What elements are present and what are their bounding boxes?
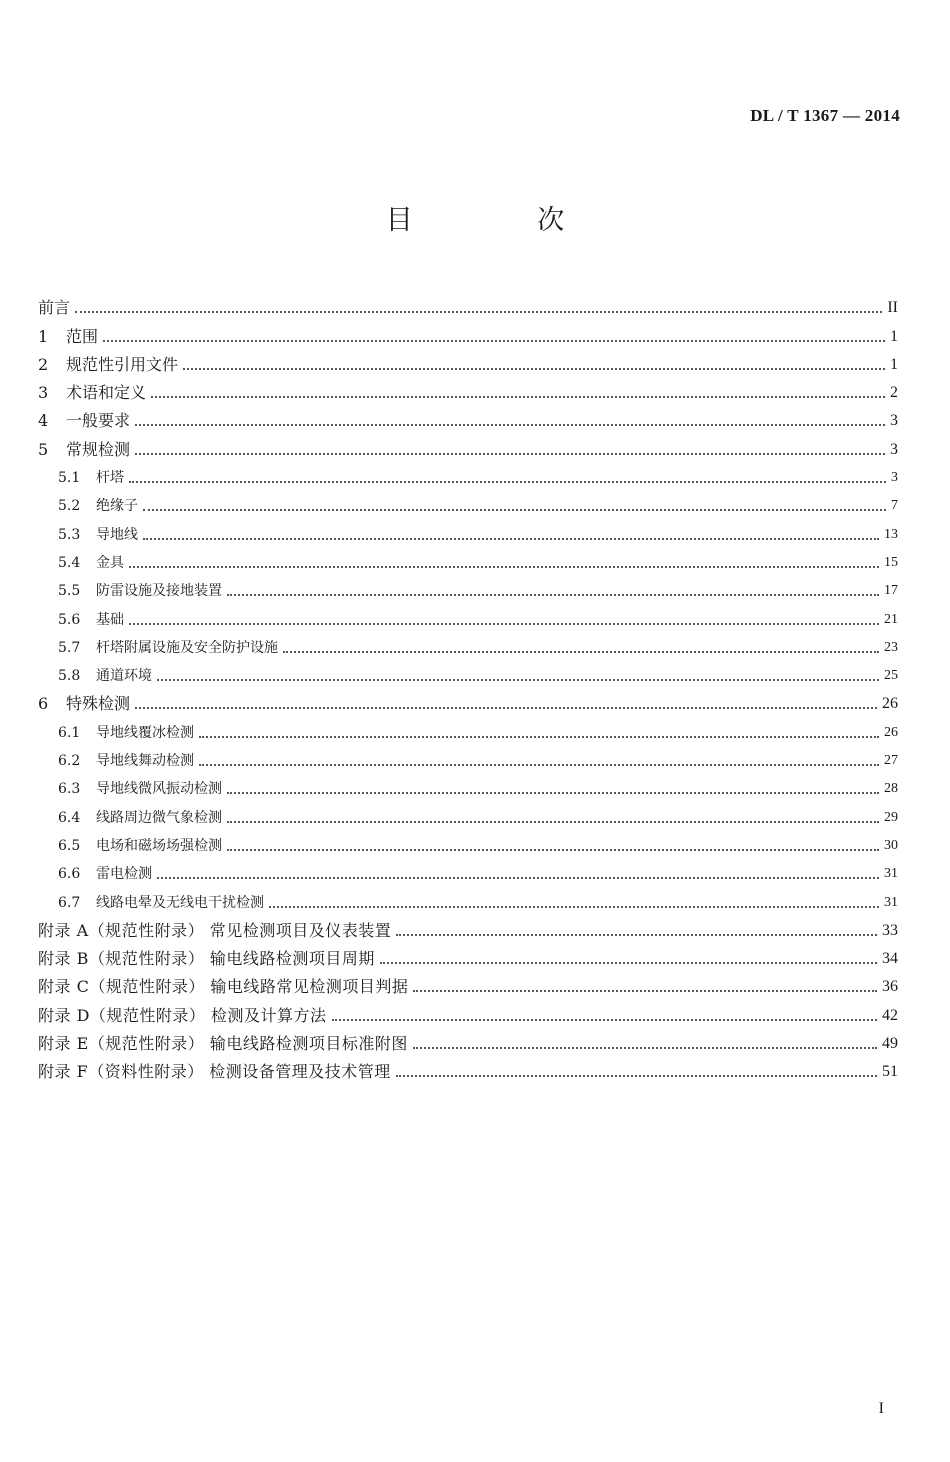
toc-entry[interactable] <box>38 884 898 912</box>
toc-entry-page: 21 <box>884 611 898 627</box>
toc-entry-page: 51 <box>882 1063 898 1081</box>
toc-entry-page: 23 <box>884 639 898 655</box>
toc-entry-number: 5.4 <box>58 554 81 571</box>
page-number: I <box>878 1400 884 1417</box>
dot-leader <box>227 849 879 851</box>
toc-entry[interactable] <box>38 573 898 601</box>
dot-leader <box>151 396 885 398</box>
toc-entry-page: 27 <box>884 753 898 769</box>
standard-code: DL / T 1367 — 2014 <box>750 106 900 125</box>
toc-entry-number: 6.3 <box>58 781 81 798</box>
dot-leader <box>75 311 882 313</box>
toc-entry[interactable] <box>38 516 898 544</box>
dot-leader <box>199 764 879 766</box>
toc-entry[interactable] <box>38 969 898 997</box>
toc-entry[interactable] <box>38 1054 898 1082</box>
toc-entry-page: 31 <box>884 894 898 910</box>
toc-entry-number: 5.2 <box>58 498 81 515</box>
toc-entry-page: 49 <box>882 1035 898 1053</box>
toc-entry[interactable] <box>38 318 898 346</box>
toc-entry-page: 13 <box>884 526 898 542</box>
toc-entry-label: 一般要求 <box>66 411 131 431</box>
toc-entry-page: 30 <box>884 837 898 853</box>
toc-entry[interactable] <box>38 290 898 318</box>
toc-entry[interactable] <box>38 997 898 1025</box>
toc-entry-label: 电场和磁场场强检测 <box>96 837 222 854</box>
toc-entry[interactable] <box>38 403 898 431</box>
toc-entry-label: 附录 A（规范性附录） 常见检测项目及仪表装置 <box>38 920 392 940</box>
toc-entry-page: 29 <box>884 809 898 825</box>
toc-entry-label: 基础 <box>96 611 124 628</box>
toc-entry-number: 6.5 <box>58 837 81 854</box>
dot-leader <box>396 1075 877 1077</box>
toc-entry-page: 2 <box>890 384 898 402</box>
dot-leader <box>227 594 879 596</box>
toc-entry[interactable] <box>38 743 898 771</box>
dot-leader <box>396 934 877 936</box>
dot-leader <box>283 651 879 653</box>
dot-leader <box>413 990 877 992</box>
toc-entry-page: 25 <box>884 668 898 684</box>
toc-entry-label: 导地线微风振动检测 <box>96 781 222 798</box>
toc-entry-page: 33 <box>882 921 898 939</box>
dot-leader <box>143 509 886 511</box>
toc-entry-label: 范围 <box>66 326 99 346</box>
toc-entry-number: 4 <box>38 411 49 431</box>
dot-leader <box>129 481 886 483</box>
toc-entry-page: 1 <box>890 327 898 345</box>
dot-leader <box>332 1019 877 1021</box>
toc-entry-page: 31 <box>884 866 898 882</box>
toc-entry[interactable] <box>38 431 898 459</box>
toc-entry-label: 附录 D（规范性附录） 检测及计算方法 <box>38 1005 327 1025</box>
toc-entry-label: 导地线舞动检测 <box>96 753 194 770</box>
toc-entry-label: 杆塔 <box>96 470 124 487</box>
dot-leader <box>103 340 885 342</box>
toc-entry-label: 附录 F（资料性附录） 检测设备管理及技术管理 <box>38 1062 391 1082</box>
toc-entry-page: 26 <box>884 724 898 740</box>
dot-leader <box>157 877 879 879</box>
toc-entry[interactable] <box>38 941 898 969</box>
toc-entry-label: 导地线覆冰检测 <box>96 724 194 741</box>
toc-entry-number: 5.8 <box>58 668 81 685</box>
table-of-contents <box>38 290 898 1082</box>
toc-entry[interactable] <box>38 799 898 827</box>
toc-entry[interactable] <box>38 601 898 629</box>
toc-entry-label: 附录 B（规范性附录） 输电线路检测项目周期 <box>38 949 375 969</box>
toc-entry-number: 6.4 <box>58 809 81 826</box>
toc-entry-number: 5.6 <box>58 611 81 628</box>
toc-entry-page: 34 <box>882 950 898 968</box>
toc-entry-label: 杆塔附属设施及安全防护设施 <box>96 639 278 656</box>
dot-leader <box>413 1047 877 1049</box>
toc-entry[interactable] <box>38 375 898 403</box>
toc-entry-label: 常规检测 <box>66 439 131 459</box>
toc-entry[interactable] <box>38 460 898 488</box>
dot-leader <box>227 792 879 794</box>
toc-entry-label: 绝缘子 <box>96 498 138 515</box>
dot-leader <box>135 453 885 455</box>
toc-entry-label: 防雷设施及接地装置 <box>96 583 222 600</box>
dot-leader <box>227 821 879 823</box>
dot-leader <box>269 906 879 908</box>
toc-entry-number: 5.1 <box>58 470 81 487</box>
toc-entry[interactable] <box>38 714 898 742</box>
toc-entry-page: 3 <box>890 412 898 430</box>
toc-entry[interactable] <box>38 856 898 884</box>
toc-entry-number: 6 <box>38 694 49 714</box>
toc-entry-label: 通道环境 <box>96 668 152 685</box>
toc-entry-label: 导地线 <box>96 526 138 543</box>
dot-leader <box>129 623 879 625</box>
toc-entry-page: 7 <box>891 498 898 514</box>
toc-entry-page: 15 <box>884 554 898 570</box>
toc-entry-number: 5.5 <box>58 583 81 600</box>
toc-entry-number: 5 <box>38 439 49 459</box>
dot-leader <box>183 368 885 370</box>
toc-entry[interactable] <box>38 545 898 573</box>
toc-entry-number: 6.6 <box>58 866 81 883</box>
toc-entry[interactable] <box>38 913 898 941</box>
toc-entry-number: 6.1 <box>58 724 81 741</box>
toc-entry-number: 3 <box>38 383 49 403</box>
toc-entry-label: 附录 E（规范性附录） 输电线路检测项目标准附图 <box>38 1034 408 1054</box>
toc-entry-label: 金具 <box>96 554 124 571</box>
toc-entry-label: 线路周边微气象检测 <box>96 809 222 826</box>
toc-entry[interactable] <box>38 1026 898 1054</box>
toc-entry-number: 5.3 <box>58 526 81 543</box>
toc-entry-label: 特殊检测 <box>66 694 131 714</box>
toc-entry[interactable] <box>38 658 898 686</box>
toc-entry-number: 2 <box>38 354 49 374</box>
dot-leader <box>199 736 879 738</box>
dot-leader <box>129 566 879 568</box>
toc-entry-page: II <box>887 299 898 317</box>
toc-entry-page: 1 <box>890 355 898 373</box>
toc-entry-page: 36 <box>882 978 898 996</box>
dot-leader <box>380 962 877 964</box>
toc-entry[interactable] <box>38 347 898 375</box>
toc-entry-page: 3 <box>891 470 898 486</box>
toc-entry-number: 6.2 <box>58 753 81 770</box>
toc-entry-page: 17 <box>884 583 898 599</box>
page-title: 目 次 <box>385 205 623 236</box>
toc-entry-number: 6.7 <box>58 894 81 911</box>
toc-entry-number: 1 <box>38 326 49 346</box>
toc-entry-label: 附录 C（规范性附录） 输电线路常见检测项目判据 <box>38 977 409 997</box>
dot-leader <box>143 538 879 540</box>
toc-entry-label: 雷电检测 <box>96 866 152 883</box>
toc-entry-label: 规范性引用文件 <box>66 354 179 374</box>
toc-entry[interactable] <box>38 630 898 658</box>
toc-entry-page: 28 <box>884 781 898 797</box>
toc-entry-page: 3 <box>890 440 898 458</box>
dot-leader <box>135 707 877 709</box>
toc-entry[interactable] <box>38 771 898 799</box>
dot-leader <box>157 679 879 681</box>
dot-leader <box>135 424 885 426</box>
toc-entry[interactable] <box>38 686 898 714</box>
toc-entry-label: 线路电晕及无线电干扰检测 <box>96 894 264 911</box>
toc-entry-label: 术语和定义 <box>66 383 147 403</box>
toc-entry-page: 42 <box>882 1006 898 1024</box>
toc-entry-page: 26 <box>882 695 898 713</box>
toc-entry[interactable] <box>38 828 898 856</box>
toc-entry[interactable] <box>38 488 898 516</box>
toc-entry-number: 5.7 <box>58 639 81 656</box>
toc-entry-label: 前言 <box>38 298 71 318</box>
